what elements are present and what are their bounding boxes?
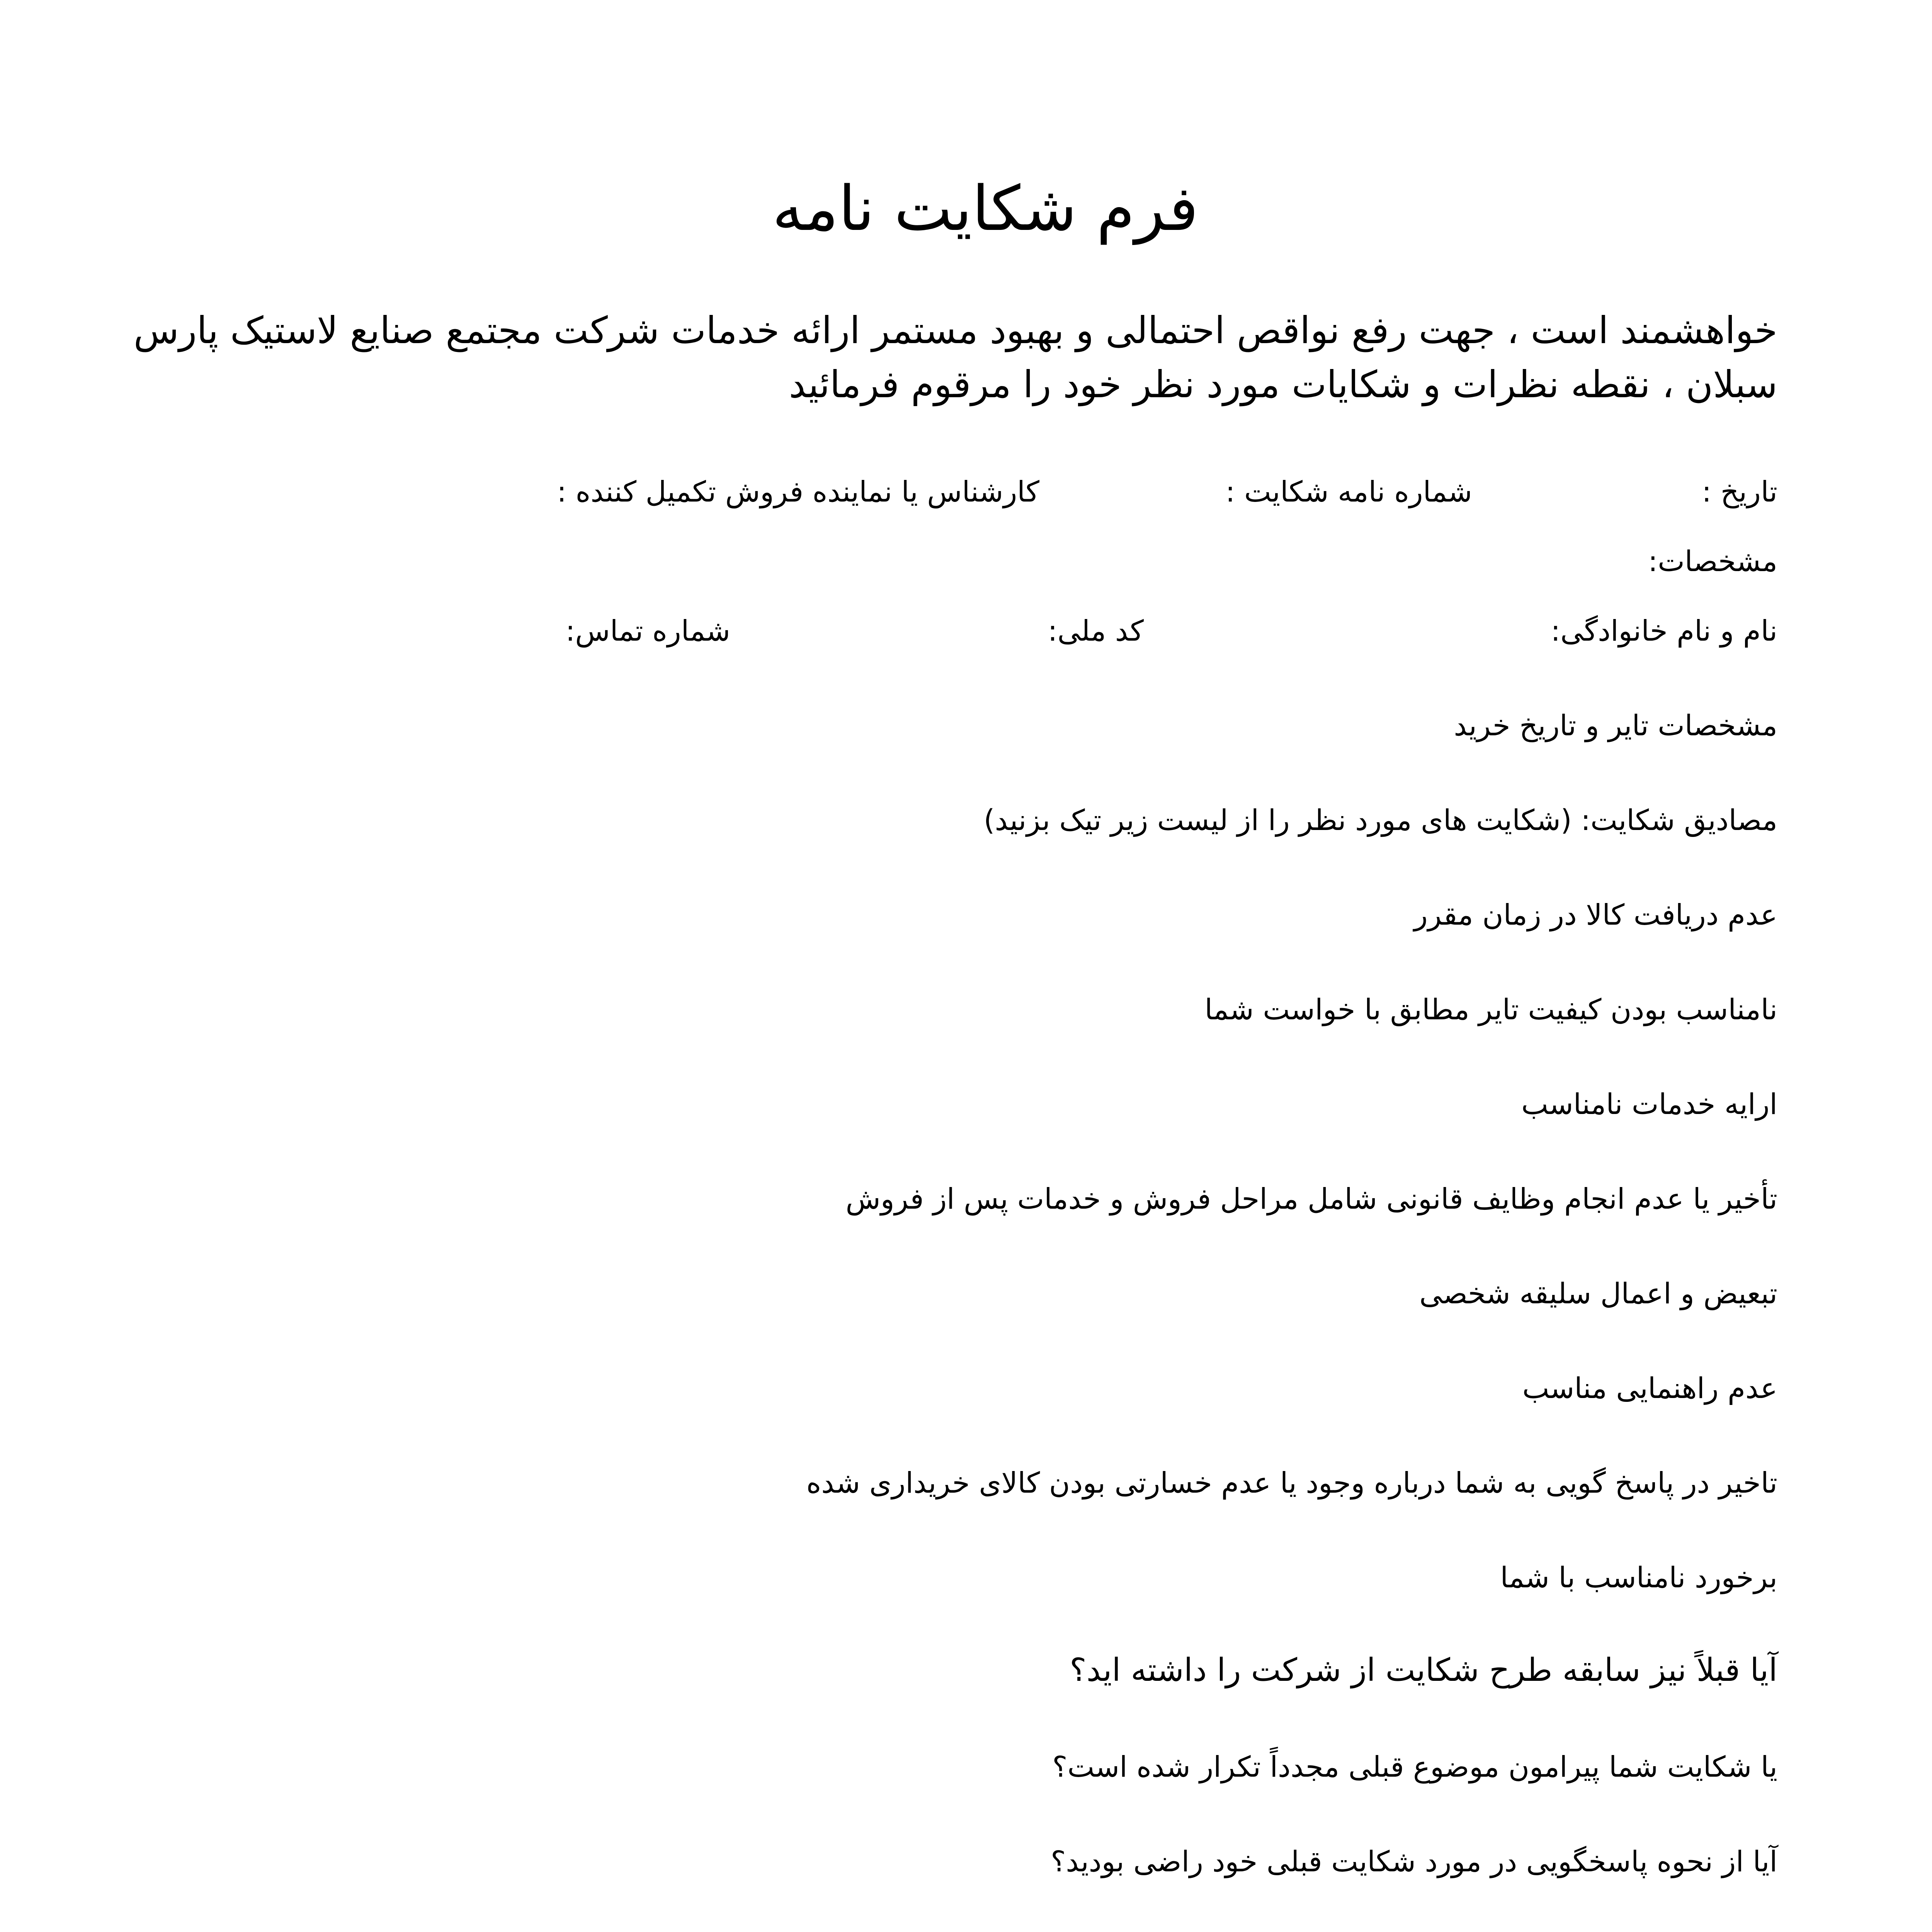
tire-specs-label: مشخصات تایر و تاریخ خرید — [1454, 709, 1777, 742]
complaint-item: تبعیض و اعمال سلیقه شخصی — [1419, 1277, 1777, 1310]
national-code-label: کد ملی: — [1048, 614, 1144, 648]
complaint-item: تاخیر در پاسخ گویی به شما درباره وجود یا عدم خسارتی بودن کالای خریداری شده — [806, 1466, 1777, 1500]
question-repeated-complaint: یا شکایت شما پیرامون موضوع قبلی مجدداً تکرار شده است؟ — [1052, 1750, 1777, 1784]
intro-text-line-2: سبلان ، نقطه نظرات و شکایات مورد نظر خود را مرقوم فرمائید — [789, 363, 1777, 406]
question-previous-complaint: آیا قبلاً نیز سابقه طرح شکایت از شرکت را داشته اید؟ — [1070, 1652, 1777, 1689]
date-field-label: تاریخ : — [1702, 475, 1777, 509]
full-name-label: نام و نام خانوادگی: — [1551, 614, 1777, 648]
page-title: فرم شکایت نامه — [772, 172, 1199, 245]
intro-text-line-1: خواهشمند است ، جهت رفع نواقص احتمالی و بهبود مستمر ارائه خدمات شرکت مجتمع صنایع لاستیک پارس — [133, 309, 1777, 352]
sales-expert-label: کارشناس یا نماینده فروش تکمیل کننده : — [557, 475, 1039, 509]
question-satisfaction: آیا از نحوه پاسخگویی در مورد شکایت قبلی خود راضی بودید؟ — [1051, 1845, 1777, 1878]
complaint-item: تأخیر یا عدم انجام وظایف قانونی شامل مراحل فروش و خدمات پس از فروش — [845, 1182, 1777, 1216]
complaint-item: عدم راهنمایی مناسب — [1522, 1372, 1777, 1405]
complaint-item: ارایه خدمات نامناسب — [1521, 1088, 1777, 1121]
phone-label: شماره تماس: — [565, 614, 730, 648]
complaint-item: عدم دریافت کالا در زمان مقرر — [1414, 898, 1777, 932]
complaint-instances-label: مصادیق شکایت: (شکایت های مورد نظر را از لیست زیر تیک بزنید) — [983, 804, 1777, 837]
specs-label: مشخصات: — [1648, 545, 1777, 578]
complaint-item: برخورد نامناسب با شما — [1500, 1561, 1777, 1594]
complaint-item: نامناسب بودن کیفیت تایر مطابق با خواست شما — [1204, 993, 1777, 1026]
complaint-number-label: شماره نامه شکایت : — [1225, 475, 1472, 509]
